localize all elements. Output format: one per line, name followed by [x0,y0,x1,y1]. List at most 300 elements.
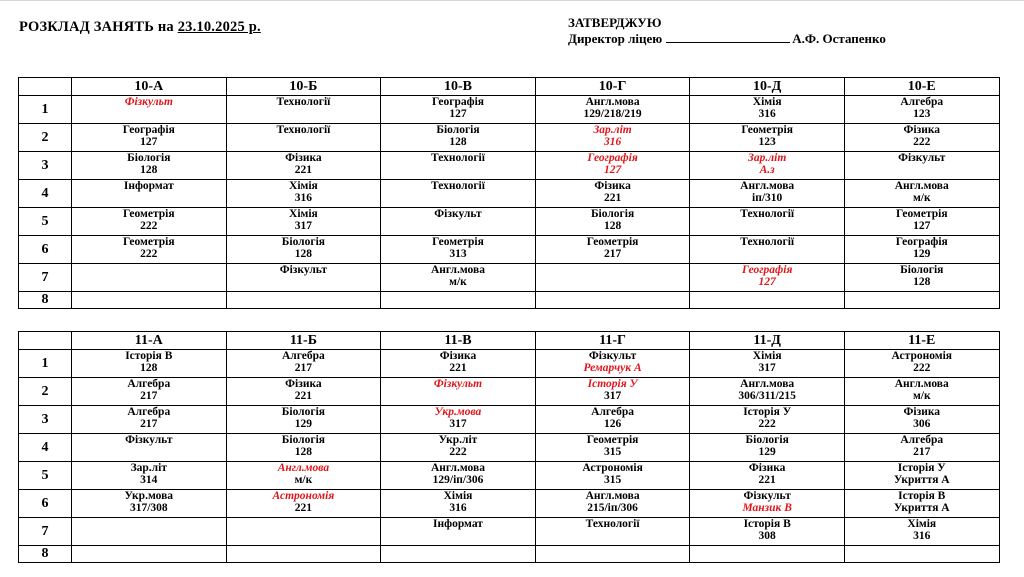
subject-name: Фізика [748,462,786,474]
room-number: 128 [140,362,158,374]
subject-name: Астрономія [582,462,643,474]
lesson-cell [226,434,381,462]
subject-name: Англ.мова [277,462,330,474]
lesson-cell [535,208,690,236]
room-number: 127 [603,164,622,176]
subject-name: Геометрія [586,236,639,248]
room-number: 217 [913,446,931,458]
lesson-cell [226,264,381,292]
room-number: 315 [603,446,622,458]
room-number: 221 [758,474,776,486]
lesson-cell [535,462,690,490]
subject-name: Біологія [281,406,326,418]
subject-name: Англ.мова [430,462,485,474]
room-number: Укриття А [893,474,950,486]
lesson-row [19,378,1000,406]
lesson-row [19,546,1000,563]
lesson-cell [226,350,381,378]
lesson-cell [844,236,999,264]
room-number: 217 [140,418,158,430]
schedule-table-grade-10 [18,77,1000,309]
lesson-cell [844,378,999,406]
subject-name: Географія [431,96,484,108]
lesson-cell [690,180,845,208]
subject-name: Алгебра [281,350,325,362]
subject-name: Біологія [745,434,789,446]
subject-name: Біологія [127,152,171,164]
subject-name: Технології [431,180,485,192]
lesson-cell [226,96,381,124]
lesson-cell [226,152,381,180]
lesson-cell [690,518,845,546]
lesson-cell [381,518,536,546]
lesson-cell [381,406,536,434]
subject-name: Англ.мова [894,180,949,192]
subject-name: Біологія [436,124,480,136]
subject-name: Алгебра [591,406,634,418]
lesson-row [19,406,1000,434]
class-header: 11-Г [535,332,690,350]
lesson-cell [381,434,536,462]
subject-name: Укр.мова [434,406,482,418]
lesson-cell [72,546,227,563]
lesson-cell [844,490,999,518]
lesson-cell [844,546,999,563]
lesson-cell [535,350,690,378]
lesson-cell [690,434,845,462]
subject-name: Історія В [125,350,173,362]
lesson-cell [72,124,227,152]
lesson-cell [535,378,690,406]
room-number: Манзик В [742,502,792,514]
subject-name: Біологія [900,264,944,276]
room-number: 128 [449,136,467,148]
lesson-number: 6 [19,490,72,518]
signature-line [666,31,790,43]
class-header: 10-А [72,78,227,96]
class-header: 10-Б [226,78,381,96]
room-number: 221 [603,192,622,204]
room-number: м/к [449,276,467,288]
lesson-cell [844,264,999,292]
room-number: 123 [913,108,931,120]
lesson-cell [226,292,381,309]
lesson-row [19,490,1000,518]
page-top-border [0,0,1024,1]
lesson-cell [535,546,690,563]
lesson-cell [381,490,536,518]
lesson-cell [72,406,227,434]
room-number: 317 [758,362,776,374]
room-number: іп/310 [752,192,783,204]
subject-name: Хімія [907,518,937,530]
lesson-number: 4 [19,434,72,462]
lesson-cell [690,124,845,152]
subject-name: Зар.літ [130,462,167,474]
lesson-number: 1 [19,350,72,378]
subject-name: Інформат [123,180,174,192]
lesson-cell [844,124,999,152]
subject-name: Англ.мова [740,180,795,192]
subject-name: Фізика [903,124,941,136]
class-header: 10-Е [844,78,999,96]
subject-name: Географія [122,124,175,136]
subject-name: Фізкульт [743,490,791,502]
subject-name: Технології [585,518,640,530]
lesson-cell [690,462,845,490]
lesson-cell [535,152,690,180]
room-number: 127 [449,108,467,120]
lesson-number: 6 [19,236,72,264]
room-number: 127 [758,276,776,288]
subject-name: Фізкульт [588,350,637,362]
room-number: 316 [913,530,931,542]
lesson-cell [844,292,999,309]
lesson-cell [690,96,845,124]
lesson-row [19,264,1000,292]
room-number: 128 [294,446,313,458]
lesson-number: 3 [19,406,72,434]
lesson-cell [844,350,999,378]
class-header: 11-Д [690,332,845,350]
lesson-number: 2 [19,378,72,406]
lesson-cell [844,518,999,546]
room-number: 129 [758,446,776,458]
subject-name: Хімія [289,180,318,192]
subject-name: Фізика [439,350,477,362]
lesson-number: 5 [19,208,72,236]
lesson-cell [535,236,690,264]
class-header: 10-Г [535,78,690,96]
lesson-cell [535,292,690,309]
lesson-cell [535,96,690,124]
director-label: Директор ліцею [568,31,663,46]
approval-block [568,15,886,47]
room-number: 222 [140,248,158,260]
room-number: 313 [449,248,467,260]
lesson-number: 2 [19,124,72,152]
subject-name: Технології [276,96,331,108]
room-number: 317/308 [129,502,168,514]
lesson-cell [844,208,999,236]
lesson-cell [226,378,381,406]
lesson-number: 5 [19,462,72,490]
room-number: 222 [913,136,931,148]
lesson-cell [226,180,381,208]
lesson-cell [690,546,845,563]
subject-name: Історія У [587,378,638,390]
lesson-number: 1 [19,96,72,124]
subject-name: Хімія [752,96,782,108]
subject-name: Інформат [433,518,483,530]
header-row [19,78,1000,96]
lesson-cell [72,518,227,546]
lesson-number: 3 [19,152,72,180]
room-number: 127 [913,220,931,232]
lesson-number: 4 [19,180,72,208]
lesson-cell [72,180,227,208]
lesson-cell [381,236,536,264]
room-number: 221 [294,390,313,402]
subject-name: Англ.мова [894,378,949,390]
subject-name: Біологія [281,236,326,248]
subject-name: Фізика [285,378,322,390]
lesson-cell [844,462,999,490]
subject-name: Фізкульт [279,264,328,276]
subject-name: Укр.мова [124,490,174,502]
subject-name: Технології [431,152,485,164]
room-number: 317 [449,418,467,430]
schedule-table-grade-11 [18,331,1000,563]
lesson-cell [72,350,227,378]
lesson-cell [381,180,536,208]
subject-name: Геометрія [895,208,948,220]
room-number: 308 [758,530,776,542]
lesson-cell [690,350,845,378]
subject-name: Зар.літ [748,152,787,164]
lesson-cell [535,518,690,546]
lesson-cell [535,406,690,434]
lesson-cell [690,236,845,264]
room-number: 222 [140,220,158,232]
room-number: 222 [913,362,931,374]
lesson-cell [226,546,381,563]
subject-name: Географія [741,264,793,276]
director-name: А.Ф. Остапенко [792,31,886,46]
lesson-cell [690,292,845,309]
room-number: 222 [449,446,467,458]
lesson-cell [535,490,690,518]
class-header: 10-В [381,78,536,96]
lesson-cell [381,208,536,236]
room-number: Укриття А [893,502,950,514]
lesson-cell [72,378,227,406]
class-header: 11-А [72,332,227,350]
room-number: 306 [913,418,931,430]
room-number: 314 [140,474,158,486]
lesson-cell [535,124,690,152]
lesson-cell [226,124,381,152]
lesson-cell [690,406,845,434]
class-header: 11-В [381,332,536,350]
lesson-cell [72,434,227,462]
lesson-row [19,152,1000,180]
subject-name: Фізика [285,152,322,164]
room-number: Ремарчук А [583,362,642,374]
lesson-cell [381,546,536,563]
approve-label: ЗАТВЕРДЖУЮ [568,15,662,30]
subject-name: Історія У [897,462,946,474]
director-line [568,31,886,47]
room-number: 221 [294,502,313,514]
lesson-row [19,292,1000,309]
lesson-cell [690,152,845,180]
class-header: 11-Е [844,332,999,350]
room-number: м/к [912,192,931,204]
room-number: 306/311/215 [738,390,796,402]
room-number: 217 [294,362,313,374]
lesson-cell [72,152,227,180]
lesson-cell [381,124,536,152]
room-number: 127 [140,136,158,148]
lesson-cell [844,96,999,124]
room-number: 128 [140,164,158,176]
subject-name: Хімія [289,208,318,220]
lesson-cell [844,434,999,462]
subject-name: Фізика [903,406,941,418]
subject-name: Зар.літ [593,124,632,136]
room-number: м/к [294,474,313,486]
subject-name: Історія В [898,490,946,502]
room-number: 126 [603,418,622,430]
subject-name: Фізкульт [433,378,483,390]
room-number: 129 [294,418,313,430]
lesson-row [19,208,1000,236]
corner-cell [19,78,72,96]
room-number: 316 [758,108,776,120]
lesson-cell [226,490,381,518]
room-number: 123 [758,136,776,148]
room-number: 316 [603,136,622,148]
lesson-cell [381,462,536,490]
lesson-cell [72,462,227,490]
subject-name: Геометрія [432,236,484,248]
room-number: 215/іп/306 [587,502,638,514]
lesson-number: 7 [19,264,72,292]
room-number: 316 [294,192,313,204]
lesson-row [19,462,1000,490]
subject-name: Технології [740,208,795,220]
subject-name: Англ.мова [585,96,640,108]
lesson-cell [844,152,999,180]
lesson-cell [690,208,845,236]
subject-name: Астрономія [272,490,335,502]
lesson-row [19,124,1000,152]
lesson-cell [535,264,690,292]
subject-name: Геометрія [741,124,793,136]
subject-name: Алгебра [900,96,944,108]
lesson-cell [381,152,536,180]
lesson-cell [535,180,690,208]
subject-name: Географія [895,236,948,248]
corner-cell [19,332,72,350]
lesson-cell [72,292,227,309]
schedule-title [19,19,261,36]
lesson-cell [844,406,999,434]
lesson-cell [381,292,536,309]
subject-name: Технології [740,236,795,248]
title-prefix: РОЗКЛАД ЗАНЯТЬ на [19,19,174,35]
subject-name: Англ.мова [430,264,485,276]
class-header: 11-Б [226,332,381,350]
header-row [19,332,1000,350]
subject-name: Технології [276,124,331,136]
lesson-cell [690,264,845,292]
lesson-cell [72,236,227,264]
subject-name: Фізика [594,180,631,192]
room-number: 128 [294,248,313,260]
lesson-number: 8 [19,546,72,563]
subject-name: Астрономія [891,350,952,362]
lesson-cell [381,96,536,124]
lesson-cell [690,490,845,518]
lesson-row [19,350,1000,378]
lesson-cell [72,208,227,236]
subject-name: Укр.літ [438,434,478,446]
subject-name: Алгебра [127,406,171,418]
room-number: А.з [759,164,775,176]
lesson-cell [535,434,690,462]
lesson-cell [690,378,845,406]
room-number: 317 [294,220,313,232]
room-number: 315 [603,474,622,486]
lesson-cell [72,96,227,124]
lesson-row [19,518,1000,546]
lesson-cell [381,264,536,292]
room-number: 316 [449,502,467,514]
subject-name: Історія У [743,406,792,418]
subject-name: Хімія [752,350,782,362]
room-number: 129/218/219 [583,108,642,120]
room-number: 317 [603,390,622,402]
lesson-cell [381,378,536,406]
room-number: 217 [603,248,622,260]
lesson-row [19,96,1000,124]
subject-name: Біологія [281,434,326,446]
subject-name: Геометрія [122,208,175,220]
lesson-cell [381,350,536,378]
room-number: 128 [913,276,931,288]
subject-name: Хімія [443,490,473,502]
lesson-cell [72,264,227,292]
schedule-date: 23.10.2025 р. [177,19,261,35]
subject-name: Алгебра [127,378,171,390]
room-number: 222 [758,418,776,430]
room-number: 217 [140,390,158,402]
subject-name: Алгебра [900,434,944,446]
lesson-cell [226,406,381,434]
lesson-number: 7 [19,518,72,546]
lesson-cell [844,180,999,208]
lesson-cell [226,518,381,546]
subject-name: Англ.мова [740,378,795,390]
room-number: 128 [603,220,622,232]
subject-name: Географія [587,152,638,164]
lesson-cell [226,208,381,236]
room-number: 221 [294,164,313,176]
room-number: м/к [912,390,931,402]
subject-name: Фізкульт [898,152,946,164]
room-number: 129 [913,248,931,260]
subject-name: Біологія [590,208,635,220]
lesson-row [19,434,1000,462]
subject-name: Англ.мова [585,490,640,502]
subject-name: Геометрія [586,434,639,446]
subject-name: Геометрія [122,236,175,248]
lesson-row [19,180,1000,208]
class-header: 10-Д [690,78,845,96]
lesson-cell [226,462,381,490]
lesson-cell [226,236,381,264]
subject-name: Історія В [743,518,791,530]
lesson-cell [72,490,227,518]
lesson-number: 8 [19,292,72,309]
subject-name: Фізкульт [125,434,173,446]
room-number: 221 [449,362,467,374]
subject-name: Фізкульт [434,208,482,220]
lesson-row [19,236,1000,264]
subject-name: Фізкульт [124,96,173,108]
